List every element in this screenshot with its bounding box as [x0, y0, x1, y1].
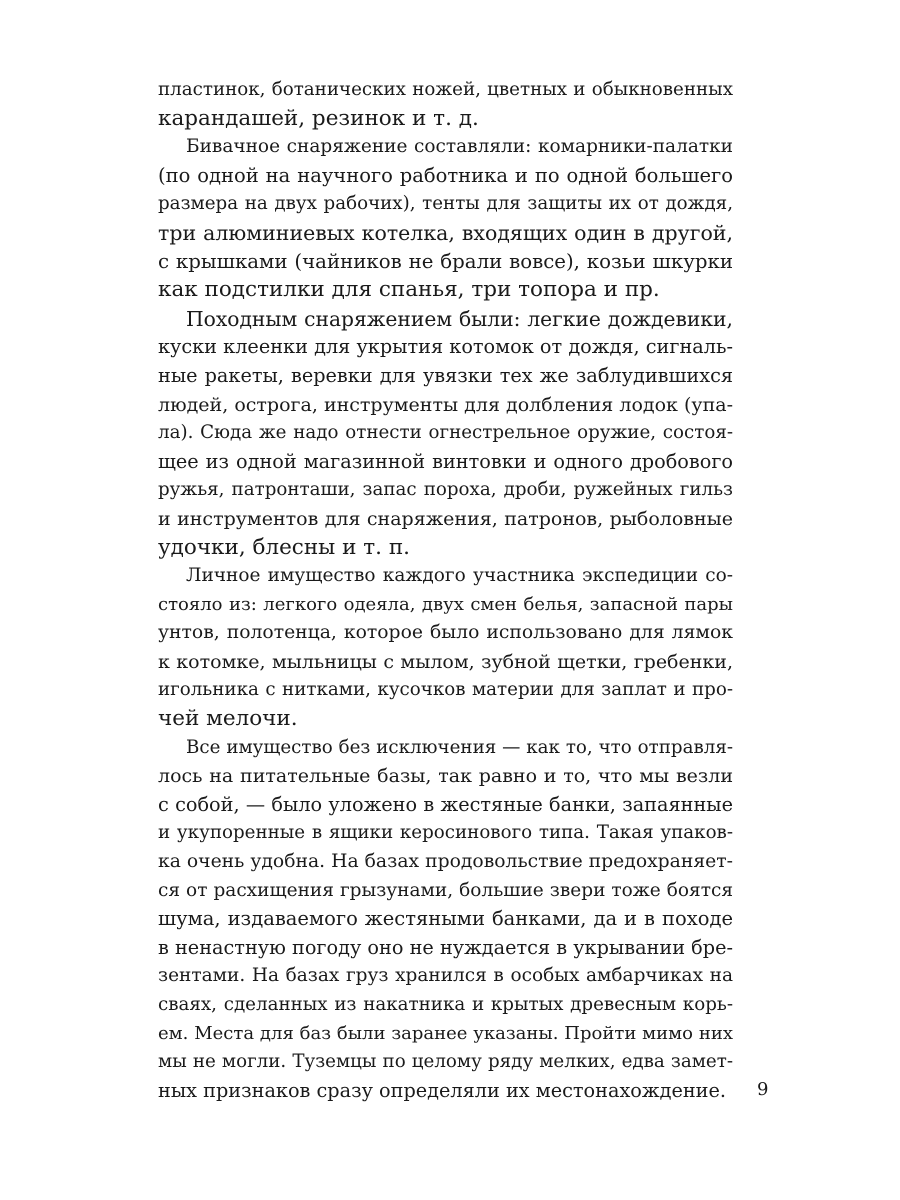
text-line: и инструментов для снаряжения, патронов, рыболовные [158, 507, 733, 530]
text-line: людей, острога, инструменты для долбления лодок (упа- [158, 393, 733, 416]
text-line: удочки, блесны и т. п. [158, 534, 411, 560]
text-line: унтов, полотенца, которое было использовано для лямок [158, 622, 733, 644]
text-line: ся от расхищения грызунами, большие звери тоже боятся [158, 879, 733, 901]
text-line: стояло из: легкого одеяла, двух смен белья, запасной пары [158, 593, 733, 615]
text-line: мы не могли. Туземцы по целому ряду мелких, едва замет- [158, 1051, 733, 1073]
text-line: карандашей, резинок и т. д. [158, 105, 479, 131]
text-line: щее из одной магазинной винтовки и одного дробового [158, 449, 733, 473]
text-line: размера на двух рабочих), тенты для защиты их от дождя, [158, 193, 733, 215]
text-line: чей мелочи. [158, 706, 298, 732]
text-line: (по одной на научного работника и по одной большего [158, 163, 733, 187]
text-line: Бивачное снаряжение составляли: комарники-палатки [186, 136, 733, 158]
text-line: ные ракеты, веревки для увязки тех же заблудившихся [158, 363, 733, 387]
text-line: три алюминиевых котелка, входящих один в другой, [158, 220, 733, 245]
text-line: шума, издаваемого жестяными банками, да и в походе [158, 907, 733, 931]
text-line: ных признаков сразу определяли их местонахождение. [158, 1078, 727, 1102]
text-line: Все имущество без исключения — как то, что отправля- [186, 736, 733, 758]
text-line: Походным снаряжением были: легкие дождевики, [186, 306, 733, 331]
text-line: в ненастную погоду оно не нуждается в укрывании бре- [158, 935, 733, 959]
text-line: пластинок, ботанических ножей, цветных и обыкновенных [158, 79, 733, 100]
page-number: 9 [757, 1079, 769, 1100]
text-line: куски клеенки для укрытия котомок от дождя, сигналь- [158, 335, 733, 359]
text-line: и укупоренные в ящики керосинового типа. Такая упаков- [158, 822, 733, 844]
text-line: ем. Места для баз были заранее указаны. Пройти мимо них [158, 1022, 733, 1044]
body-text [158, 76, 733, 1105]
text-line: лось на питательные базы, так равно и то, что мы везли [158, 765, 733, 788]
text-line: ка очень удобна. На базах продовольствие предохраняет- [158, 851, 733, 873]
text-line: ла). Сюда же надо отнести огнестрельное оружие, состоя- [158, 422, 733, 444]
text-line: Личное имущество каждого участника экспедиции со- [186, 565, 733, 587]
text-line: с собой, — было уложено в жестяные банки, запаянные [158, 792, 733, 816]
text-line: к котомке, мыльницы с мылом, зубной щетки, гребенки, [158, 650, 733, 673]
text-line: игольника с нитками, кусочков материи для заплат и про- [158, 679, 733, 701]
text-line: с крышками (чайников не брали вовсе), козьи шкурки [158, 249, 733, 273]
text-line: сваях, сделанных из накатника и крытых древесным корь- [158, 994, 733, 1015]
text-line: как подстилки для спанья, три топора и пр. [158, 277, 660, 303]
text-line: зентами. На базах груз хранился в особых амбарчиках на [158, 965, 733, 987]
text-line: ружья, патронташи, запас пороха, дроби, ружейных гильз [158, 479, 733, 501]
